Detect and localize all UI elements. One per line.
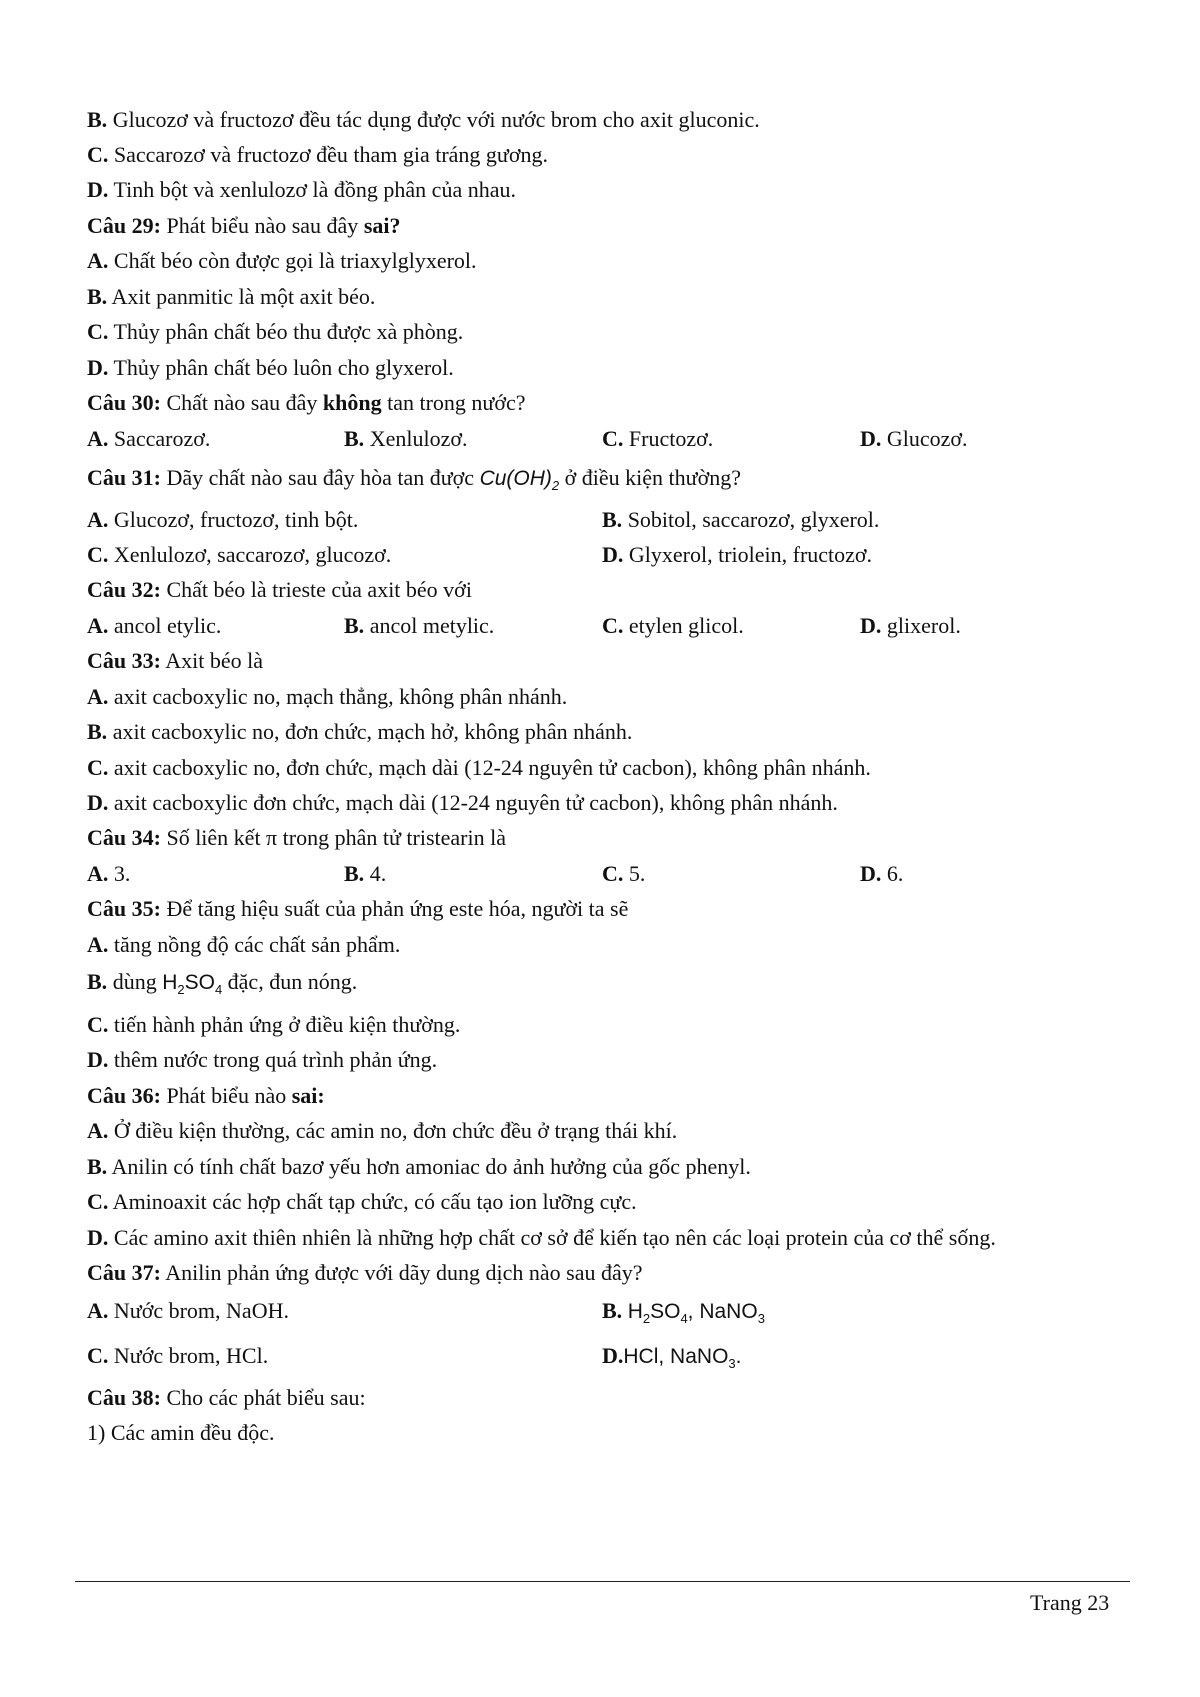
statement-c: C. Saccarozơ và fructozơ đều tham gia tráng gương.	[87, 142, 548, 167]
formula-h2so4: $H_2SO_4$	[162, 971, 223, 997]
q31-option-a: A. Glucozơ, fructozơ, tinh bột.	[87, 507, 359, 532]
q32-option-a: A. ancol etylic.	[87, 613, 222, 638]
q37-option-c: C. Nước brom, HCl.	[87, 1343, 269, 1368]
q35-option-b: B. dùng $H_2SO_4$ đặc, đun nóng.	[87, 969, 358, 997]
question-31: Câu 31: Dãy chất nào sau đây hòa tan được $Cu(OH)_2$ ở điều kiện thường?	[87, 465, 741, 493]
formula-h2so4-nano3: $H_2SO_4$, NaNO$_3$	[627, 1300, 765, 1326]
footer-divider	[75, 1581, 1130, 1582]
q34-option-b: B. 4.	[344, 861, 387, 886]
q33-option-a: A. axit cacboxylic no, mạch thẳng, không phân nhánh.	[87, 684, 568, 709]
q35-option-c: C. tiến hành phản ứng ở điều kiện thường.	[87, 1012, 461, 1037]
q37-option-a: A. Nước brom, NaOH.	[87, 1298, 289, 1323]
q33-option-d: D. axit cacboxylic đơn chức, mạch dài (12-24 nguyên tử cacbon), không phân nhánh.	[87, 790, 838, 815]
q30-option-b: B. Xenlulozơ.	[344, 426, 468, 451]
q32-option-d: D. glixerol.	[860, 613, 961, 638]
q34-option-d: D. 6.	[860, 861, 904, 886]
question-32: Câu 32: Chất béo là trieste của axit béo với	[87, 577, 472, 602]
question-37: Câu 37: Anilin phản ứng được với dãy dung dịch nào sau đây?	[87, 1260, 643, 1285]
q29-option-d: D. Thủy phân chất béo luôn cho glyxerol.	[87, 355, 454, 380]
question-29: Câu 29: Phát biểu nào sau đây sai?	[87, 213, 401, 238]
statement-d: D. Tinh bột và xenlulozơ là đồng phân của nhau.	[87, 177, 516, 202]
q36-option-a: A. Ở điều kiện thường, các amin no, đơn chức đều ở trạng thái khí.	[87, 1118, 678, 1143]
q29-option-c: C. Thủy phân chất béo thu được xà phòng.	[87, 319, 464, 344]
q36-option-c: C. Aminoaxit các hợp chất tạp chức, có cấu tạo ion lưỡng cực.	[87, 1189, 637, 1214]
question-35: Câu 35: Để tăng hiệu suất của phản ứng este hóa, người ta sẽ	[87, 896, 629, 921]
formula-hcl-nano3: HCl, NaNO$_3$.	[623, 1345, 742, 1371]
q30-option-c: C. Fructozơ.	[602, 426, 714, 451]
q29-option-a: A. Chất béo còn được gọi là triaxylglyxerol.	[87, 248, 477, 273]
q32-option-b: B. ancol metylic.	[344, 613, 495, 638]
q31-option-d: D. Glyxerol, triolein, fructozơ.	[602, 542, 873, 567]
q36-option-b: B. Anilin có tính chất bazơ yếu hơn amoniac do ảnh hưởng của gốc phenyl.	[87, 1154, 751, 1179]
q31-option-c: C. Xenlulozơ, saccarozơ, glucozơ.	[87, 542, 392, 567]
q32-option-c: C. etylen glicol.	[602, 613, 744, 638]
q30-option-d: D. Glucozơ.	[860, 426, 968, 451]
statement-b: B. Glucozơ và fructozơ đều tác dụng được với nước brom cho axit gluconic.	[87, 107, 760, 132]
question-30: Câu 30: Chất nào sau đây không tan trong nước?	[87, 390, 526, 415]
q34-option-c: C. 5.	[602, 861, 646, 886]
q33-option-c: C. axit cacboxylic no, đơn chức, mạch dài (12-24 nguyên tử cacbon), không phân nhánh.	[87, 755, 871, 780]
q35-option-d: D. thêm nước trong quá trình phản ứng.	[87, 1047, 438, 1072]
q36-option-d: D. Các amino axit thiên nhiên là những hợp chất cơ sở để kiến tạo nên các loại protein của cơ thể sống.	[87, 1225, 996, 1250]
page-number: Trang 23	[1030, 1590, 1110, 1615]
q31-option-b: B. Sobitol, saccarozơ, glyxerol.	[602, 507, 880, 532]
q38-statement-1: 1) Các amin đều độc.	[87, 1420, 275, 1445]
q29-option-b: B. Axit panmitic là một axit béo.	[87, 284, 376, 309]
q30-option-a: A. Saccarozơ.	[87, 426, 211, 451]
formula-cu-oh-2: $Cu(OH)_2$	[479, 467, 560, 493]
q34-option-a: A. 3.	[87, 861, 131, 886]
question-33: Câu 33: Axit béo là	[87, 648, 263, 673]
q33-option-b: B. axit cacboxylic no, đơn chức, mạch hở, không phân nhánh.	[87, 719, 633, 744]
question-34: Câu 34: Số liên kết π trong phân tử tristearin là	[87, 825, 506, 850]
question-38: Câu 38: Cho các phát biểu sau:	[87, 1385, 366, 1410]
q37-option-b: B. $H_2SO_4$, NaNO$_3$	[602, 1298, 765, 1326]
q37-option-d: D.HCl, NaNO$_3$.	[602, 1343, 742, 1371]
q35-option-a: A. tăng nồng độ các chất sản phẩm.	[87, 932, 401, 957]
question-36: Câu 36: Phát biểu nào sai:	[87, 1083, 325, 1108]
